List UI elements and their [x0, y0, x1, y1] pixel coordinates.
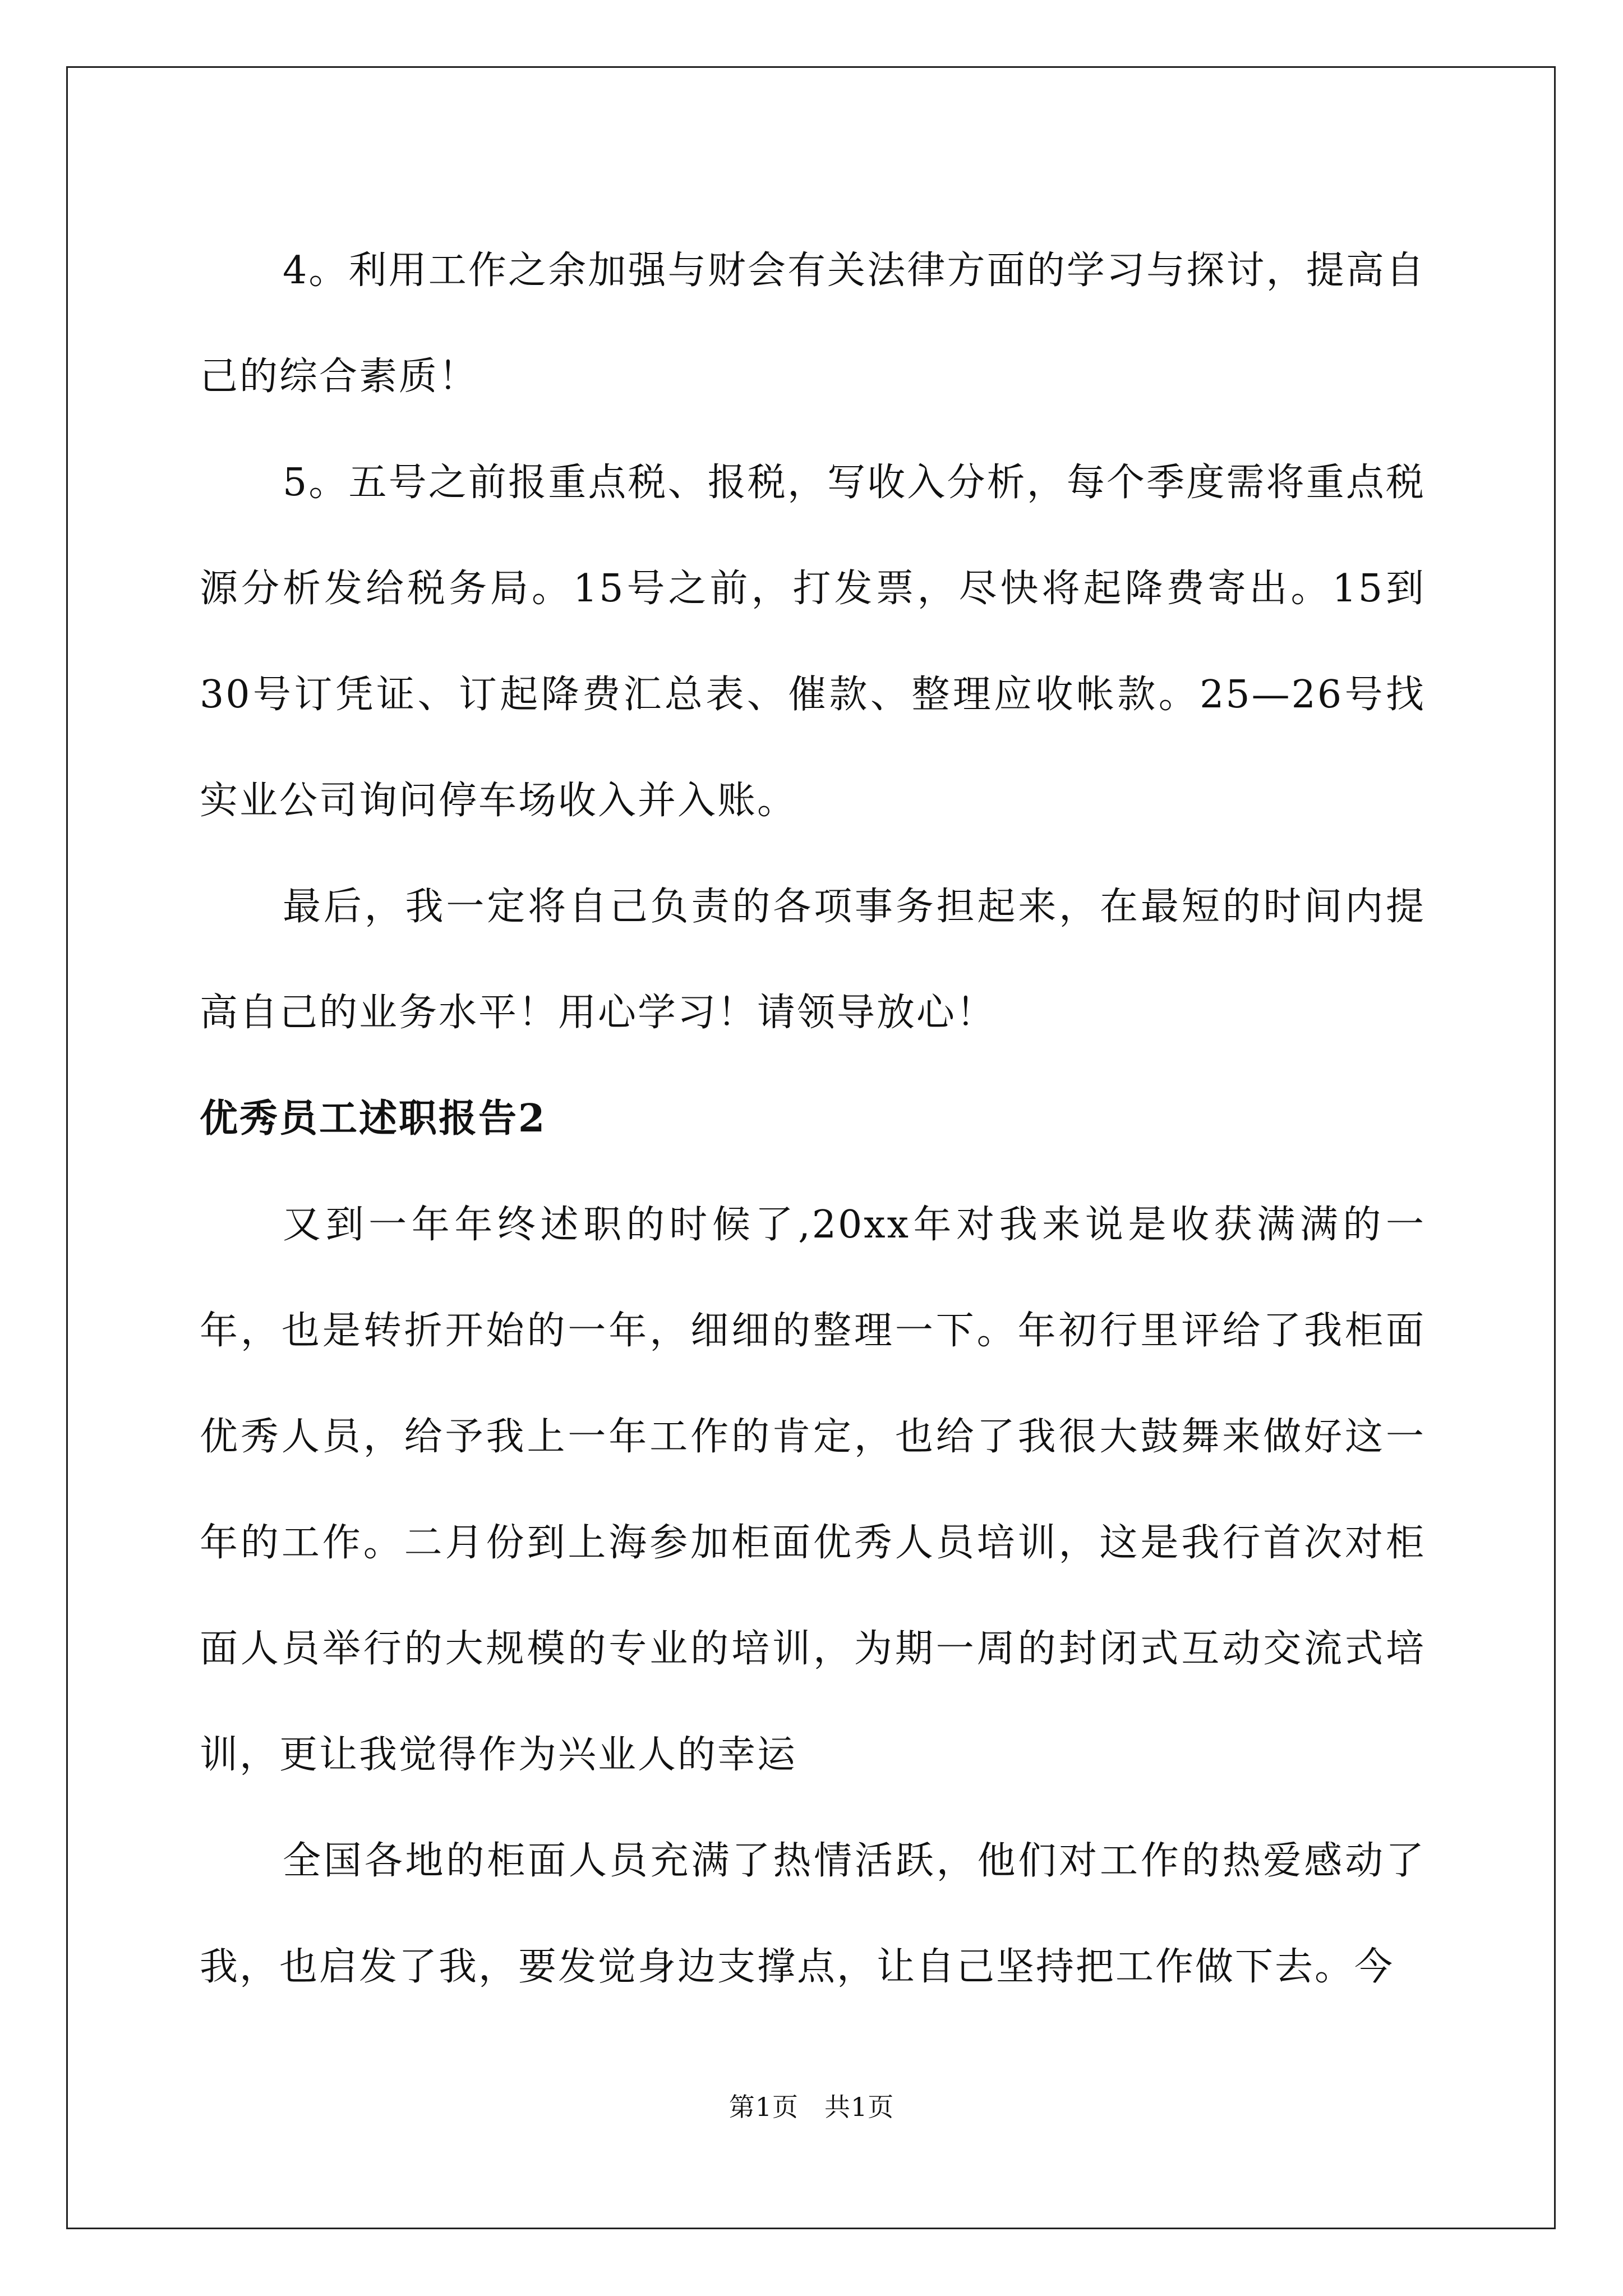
page-footer	[0, 2090, 1623, 2124]
document-body	[200, 218, 1426, 2020]
paragraph-report-continued: 全国各地的柜面人员充满了热情活跃，他们对工作的热爱感动了我，也启发了我，要发觉身边支撑点，让自己坚持把工作做下去。今	[200, 1839, 1426, 1989]
page-total: 共1页	[824, 2092, 895, 2122]
paragraph-conclusion: 最后，我一定将自己负责的各项事务担起来，在最短的时间内提高自己的业务水平！用心学习！请领导放心！	[200, 885, 1426, 1035]
section-heading: 优秀员工述职报告2	[200, 1096, 547, 1141]
paragraph-item-5: 5。五号之前报重点税、报税，写收入分析，每个季度需将重点税源分析发给税务局。15号之前，打发票，尽快将起降费寄出。15到30号订凭证、订起降费汇总表、催款、整理应收帐款。25—26号找实业公司询问停车场收入并入账。	[200, 461, 1426, 823]
paragraph-report-intro: 又到一年年终述职的时候了,20xx年对我来说是收获满满的一年，也是转折开始的一年，细细的整理一下。年初行里评给了我柜面优秀人员，给予我上一年工作的肯定，也给了我很大鼓舞来做好这一年的工作。二月份到上海参加柜面优秀人员培训，这是我行首次对柜面人员举行的大规模的专业的培训，为期一周的封闭式互动交流式培训，更让我觉得作为兴业人的幸运	[200, 1203, 1426, 1777]
page-number: 第1页	[728, 2092, 799, 2122]
paragraph-item-4: 4。利用工作之余加强与财会有关法律方面的学习与探讨，提高自己的综合素质！	[200, 249, 1426, 399]
